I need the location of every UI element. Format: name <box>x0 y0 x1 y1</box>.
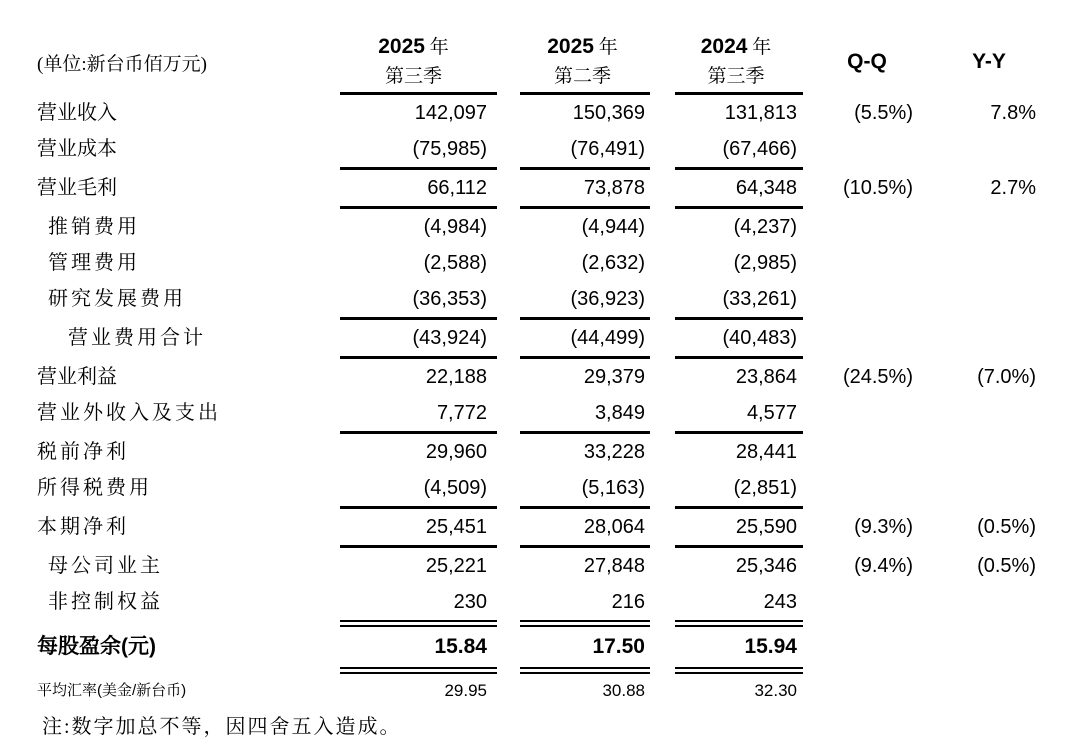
table-double-rule <box>30 667 1076 674</box>
table-row-eps <box>30 627 1076 667</box>
table-row-nonoperating <box>30 395 1076 431</box>
value-2025-q2: (5,163) <box>581 477 645 499</box>
table-row-net-income <box>30 509 1076 545</box>
col-header-2025-q3 <box>340 32 497 92</box>
row-label: 研究发展费用 <box>48 288 186 310</box>
value-2025-q2: 150,369 <box>572 102 645 124</box>
col-header-qoq: Q-Q <box>847 50 887 73</box>
value-2025-q2: 73,878 <box>583 177 645 199</box>
value-2025-q3: 22,188 <box>425 366 487 388</box>
value-2025-q3: 142,097 <box>414 102 487 124</box>
row-label: 营业成本 <box>37 138 117 160</box>
row-label: 税前净利 <box>37 441 129 463</box>
value-2025-q2: 27,848 <box>583 555 645 577</box>
table-row-admin-expense <box>30 245 1076 281</box>
row-label: 营业外收入及支出 <box>37 402 221 424</box>
value-yoy: 2.7% <box>990 177 1036 199</box>
value-2025-q2: (4,944) <box>581 216 645 238</box>
value-qoq: (9.3%) <box>854 516 913 538</box>
table-row-revenue <box>30 95 1076 131</box>
value-2025-q2: 17.50 <box>592 635 645 658</box>
value-2025-q2: (2,632) <box>581 252 645 274</box>
value-qoq: (5.5%) <box>854 102 913 124</box>
col-header-quarter: 第三季 <box>384 66 442 87</box>
table-row-rd-expense <box>30 281 1076 317</box>
table-row-operating-income <box>30 359 1076 395</box>
table-row-pretax-income <box>30 434 1076 470</box>
value-2024-q3: 32.30 <box>754 681 797 700</box>
value-2024-q3: 64,348 <box>735 177 797 199</box>
value-2024-q3: (4,237) <box>733 216 797 238</box>
value-qoq: (9.4%) <box>854 555 913 577</box>
value-2025-q2: (76,491) <box>570 138 645 160</box>
row-label: 管理费用 <box>48 252 140 274</box>
table-row-gross-profit <box>30 170 1076 206</box>
table-row-selling-expense <box>30 209 1076 245</box>
row-label: 推销费用 <box>48 216 140 238</box>
value-qoq: (10.5%) <box>842 177 913 199</box>
table-row-total-opex <box>30 320 1076 356</box>
row-label: 营业毛利 <box>37 177 117 199</box>
value-2025-q3: (4,984) <box>423 216 487 238</box>
table-header <box>30 0 1076 92</box>
value-2025-q2: 30.88 <box>602 681 645 700</box>
value-2025-q3: (75,985) <box>412 138 487 160</box>
col-header-2024-q3 <box>675 32 803 92</box>
value-2025-q2: 33,228 <box>583 441 645 463</box>
value-2024-q3: 25,590 <box>735 516 797 538</box>
value-2024-q3: (40,483) <box>722 327 797 349</box>
value-yoy: (0.5%) <box>977 516 1036 538</box>
value-2024-q3: 131,813 <box>724 102 797 124</box>
row-label: 营业收入 <box>37 102 117 124</box>
value-2024-q3: 23,864 <box>735 366 797 388</box>
rounding-footnote: 注:数字加总不等，因四舍五入造成。 <box>42 716 402 738</box>
col-header-year: 2024 年 <box>700 35 772 58</box>
row-label: 每股盈余(元) <box>37 635 156 658</box>
value-2025-q3: (43,924) <box>412 327 487 349</box>
value-2024-q3: (2,985) <box>733 252 797 274</box>
value-yoy: (7.0%) <box>977 366 1036 388</box>
value-2025-q2: 216 <box>611 591 645 613</box>
table-row-cost <box>30 131 1076 167</box>
value-2025-q2: (44,499) <box>570 327 645 349</box>
col-header-2025-q2 <box>520 32 650 92</box>
row-label: 平均汇率(美金/新台币) <box>37 682 187 699</box>
col-header-quarter: 第二季 <box>553 66 611 87</box>
value-2024-q3: 25,346 <box>735 555 797 577</box>
col-header-quarter: 第三季 <box>707 66 765 87</box>
value-2024-q3: (33,261) <box>722 288 797 310</box>
value-2024-q3: 4,577 <box>746 402 797 424</box>
unit-label: (单位:新台币佰万元) <box>37 53 207 75</box>
value-2024-q3: 15.94 <box>744 635 797 658</box>
value-2024-q3: (67,466) <box>722 138 797 160</box>
table-row-income-tax <box>30 470 1076 506</box>
value-2025-q3: 25,221 <box>425 555 487 577</box>
value-2025-q3: (36,353) <box>412 288 487 310</box>
value-2025-q3: 29,960 <box>425 441 487 463</box>
table-row-exchange-rate <box>30 674 1076 708</box>
row-label: 本期净利 <box>37 516 129 538</box>
value-2025-q3: (4,509) <box>423 477 487 499</box>
value-2025-q2: 28,064 <box>583 516 645 538</box>
table-row-noncontrolling <box>30 584 1076 620</box>
value-2025-q3: 66,112 <box>427 177 487 199</box>
value-2025-q3: 29.95 <box>444 681 487 700</box>
value-2025-q3: 230 <box>453 591 487 613</box>
value-2025-q3: 7,772 <box>436 402 487 424</box>
value-2025-q3: 15.84 <box>434 635 487 658</box>
value-2025-q2: (36,923) <box>570 288 645 310</box>
row-label: 非控制权益 <box>48 591 163 613</box>
row-label: 营业费用合计 <box>68 327 206 349</box>
row-label: 营业利益 <box>37 366 117 388</box>
value-yoy: (0.5%) <box>977 555 1036 577</box>
value-2024-q3: 28,441 <box>735 441 797 463</box>
value-qoq: (24.5%) <box>842 366 913 388</box>
table-double-rule <box>30 620 1076 627</box>
col-header-year: 2025 年 <box>378 35 449 58</box>
row-label: 所得税费用 <box>37 477 152 499</box>
col-header-year: 2025 年 <box>547 35 618 58</box>
row-label: 母公司业主 <box>48 555 163 577</box>
value-yoy: 7.8% <box>990 102 1036 124</box>
table-row-parent-owners <box>30 548 1076 584</box>
col-header-yoy: Y-Y <box>972 50 1006 73</box>
value-2025-q3: 25,451 <box>425 516 487 538</box>
value-2025-q2: 29,379 <box>583 366 645 388</box>
value-2025-q3: (2,588) <box>423 252 487 274</box>
value-2025-q2: 3,849 <box>594 402 645 424</box>
value-2024-q3: 243 <box>763 591 797 613</box>
value-2024-q3: (2,851) <box>733 477 797 499</box>
